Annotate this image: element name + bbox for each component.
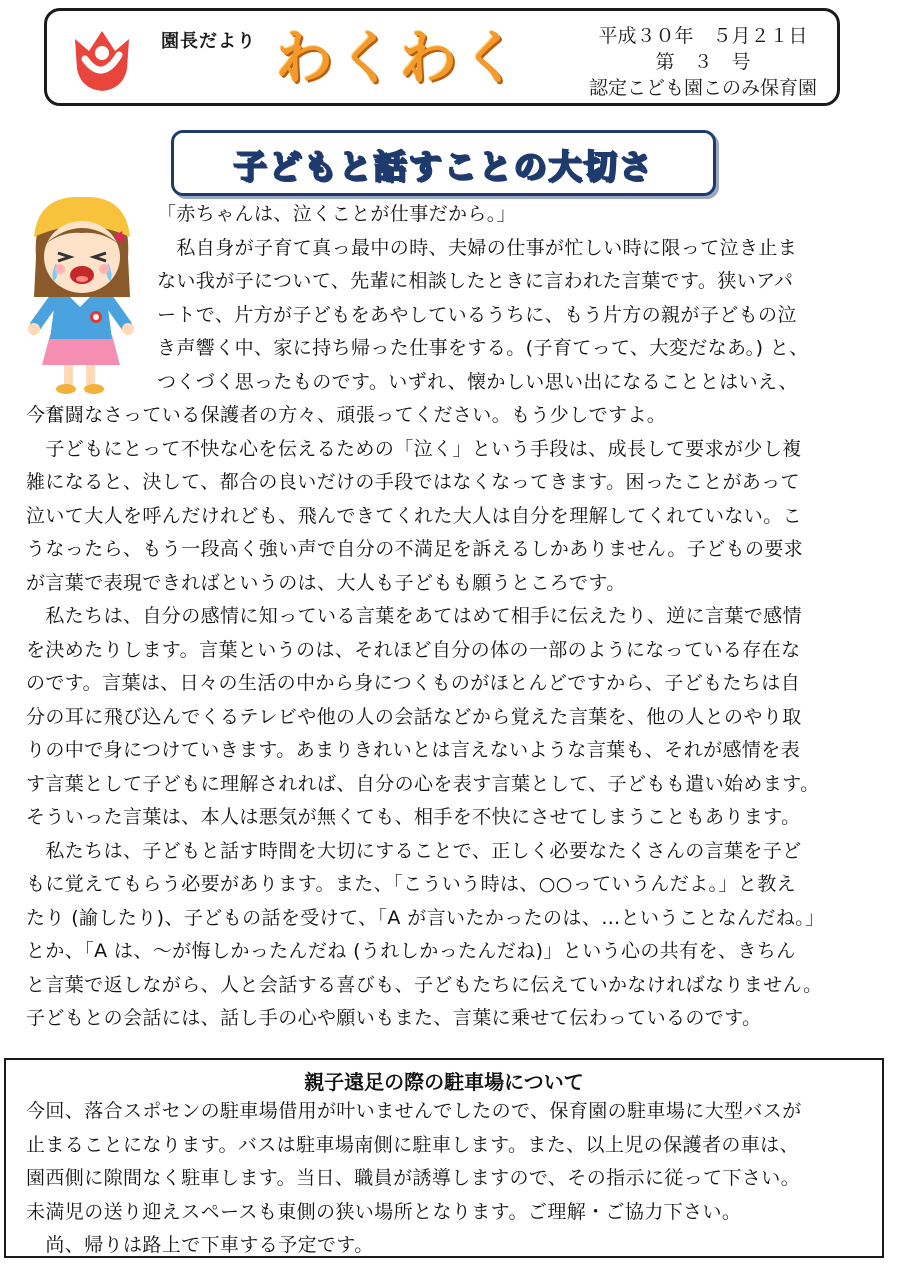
body-line: たり (諭したり)、子どもの話を受けて、「A が言いたかったのは、…ということなんだね。」 (26, 906, 825, 929)
issue-date: 平成３０年 ５月２１日 (598, 25, 808, 47)
body-line: す言葉として子どもに理解されれば、自分の心を表す言葉として、子どもも遣い始めます。 (26, 772, 820, 795)
body-line: りの中で身につけていきます。あまりきれいとは言えないような言葉も、それが感情を表 (26, 739, 801, 761)
parking-notice-box (4, 1058, 884, 1258)
masthead-title: わくわく (275, 24, 524, 92)
intro-line: 私自身が子育て真っ最中の時、夫婦の仕事が忙しい時に限って泣き止ま (157, 236, 798, 259)
body-line: と言葉で返しながら、人と会話する喜びも、子どもたちに伝えていかなければなりません。 (26, 973, 823, 996)
body-line: のです。言葉は、日々の生活の中から身につくものがほとんどですから、子どもたちは自 (26, 672, 801, 694)
body-line: を決めたりします。言葉というのは、それほど自分の体の一部のようになっている存在な (26, 638, 801, 661)
intro-line: ない我が子について、先輩に相談したときに言われた言葉です。狭いアパ (157, 270, 794, 292)
notice-body (26, 1094, 802, 1262)
notice-line: 未満児の送り迎えスペースも東側の狭い場所となります。ご理解・ご協力下さい。 (26, 1200, 742, 1223)
body-line: 子どもにとって不快な心を伝えるための「泣く」という手段は、成長して要求が少し複 (26, 437, 802, 460)
article-title: 子どもと話すことの大切さ (233, 147, 654, 186)
intro-line: 「赤ちゃんは、泣くことが仕事だから。」 (157, 203, 517, 225)
body-line: 私たちは、子どもと話す時間を大切にすることで、正しく必要なたくさんの言葉を子ど (26, 839, 802, 862)
issue-number: 第 ３ 号 (655, 51, 751, 73)
article-title-box (171, 130, 716, 196)
newsletter-kicker: 園長だより (161, 31, 256, 52)
intro-line: ートで、片方が子どもをあやしているうちに、もう片方の親が子どもの泣 (157, 303, 797, 326)
organization-name: 認定こども園このみ保育園 (588, 77, 817, 99)
tulip-logo-icon (69, 25, 135, 93)
intro-line: き声響く中、家に持ち帰った仕事をする。(子育てって、大変だなあ。) と、 (157, 337, 809, 359)
body-line: うなったら、もう一段高く強い声で自分の不満足を訴えるしかありません。子どもの要求 (26, 538, 804, 560)
article-body (26, 399, 825, 1036)
intro-line: つくづく思ったものです。いずれ、懐かしい思い出になることとはいえ、 (157, 370, 798, 393)
issue-info (583, 23, 823, 101)
body-line: 泣いて大人を呼んだけれども、飛んできてくれた大人は自分を理解してくれていない。こ (26, 504, 803, 527)
newsletter-header (44, 8, 840, 106)
notice-line: 今回、落合スポセンの駐車場借用が叶いませんでしたので、保育園の駐車場に大型バスが (26, 1100, 802, 1122)
body-line: が言葉で表現できればというのは、大人も子どもも願うところです。 (26, 571, 626, 594)
body-line: 雑になると、決して、都合の良いだけの手段ではなくなってきます。困ったことがあって (26, 471, 800, 493)
body-line: もに覚えてもらう必要があります。また、「こういう時は、○○っていうんだよ。」と教え (26, 873, 797, 895)
body-line: 子どもとの会話には、話し手の心や願いもまた、言葉に乗せて伝わっているのです。 (26, 1007, 762, 1029)
body-line: 今奮闘なさっている保護者の方々、頑張ってください。もう少しですよ。 (26, 404, 667, 426)
notice-line: 園西側に隙間なく駐車します。当日、職員が誘導しますので、その指示に従って下さい。 (26, 1167, 801, 1189)
body-line: 私たちは、自分の感情に知っている言葉をあてはめて相手に伝えたり、逆に言葉で感情 (26, 605, 803, 627)
body-line: とか、「A は、～が悔しかったんだね (うれしかったんだね)」という心の共有を、きちん (26, 940, 796, 962)
body-line: 分の耳に飛び込んでくるテレビや他の人の会話などから覚えた言葉を、他の人とのやり取 (26, 705, 802, 728)
notice-line: 尚、帰りは路上で下車する予定です。 (26, 1234, 374, 1256)
crying-girl-illustration (22, 197, 140, 397)
body-line: そういった言葉は、本人は悪気が無くても、相手を不快にさせてしまうこともあります。 (26, 806, 801, 828)
notice-line: 止まることになります。バスは駐車場南側に駐車します。また、以上児の保護者の車は、 (26, 1133, 799, 1156)
article-intro (157, 198, 809, 399)
notice-title: 親子遠足の際の駐車場について (304, 1070, 584, 1094)
